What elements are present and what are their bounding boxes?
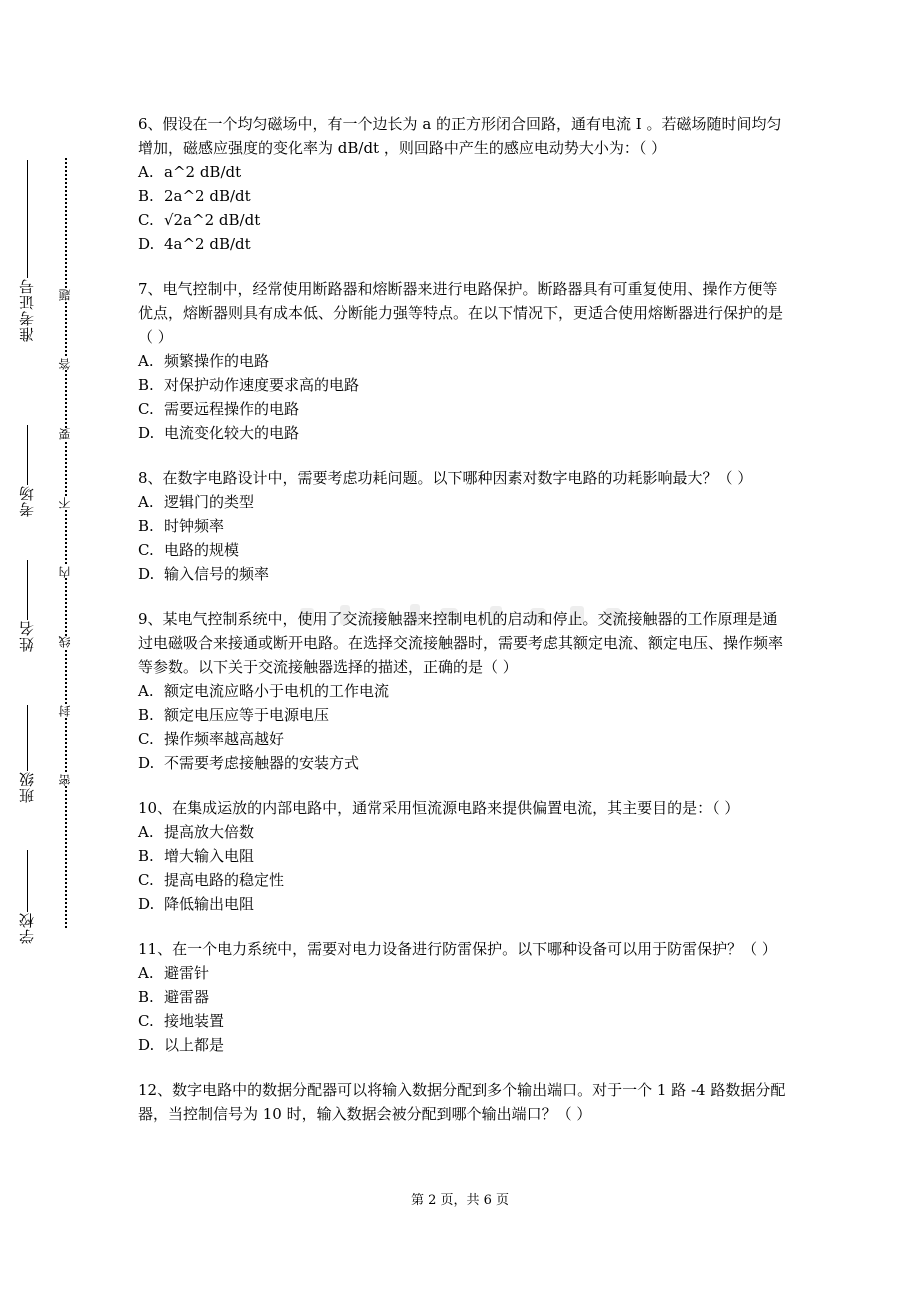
option-letter: A. bbox=[138, 352, 154, 370]
option-text: 避雷针 bbox=[164, 964, 210, 982]
option-a[interactable] bbox=[138, 160, 790, 184]
seal-dotted-line bbox=[65, 158, 67, 928]
option-d[interactable] bbox=[138, 1033, 790, 1057]
class-field[interactable] bbox=[19, 705, 35, 803]
option-a[interactable] bbox=[138, 490, 790, 514]
option-c[interactable] bbox=[138, 397, 790, 421]
option-text: 输入信号的频率 bbox=[164, 565, 270, 583]
seal-char: 线 bbox=[58, 636, 72, 648]
option-letter: C. bbox=[138, 211, 154, 229]
question-stem: 9、某电气控制系统中，使用了交流接触器来控制电机的启动和停止。交流接触器的工作原理是通过电磁吸合来接通或断开电路。在选择交流接触器时，需要考虑其额定电流、额定电压、操作频率等参数。以下关于交流接触器选择的描述，正确的是（ ） bbox=[138, 610, 784, 676]
option-letter: A. bbox=[138, 964, 154, 982]
option-text: 额定电流应略小于电机的工作电流 bbox=[164, 682, 390, 700]
question-stem: 11、在一个电力系统中，需要对电力设备进行防雷保护。以下哪种设备可以用于防雷保护？（ ） bbox=[138, 940, 777, 958]
question-list bbox=[138, 112, 790, 1147]
name-field[interactable] bbox=[19, 560, 35, 652]
exam-id-label: 准考证号 bbox=[18, 278, 36, 342]
option-letter: D. bbox=[138, 754, 155, 772]
option-a[interactable] bbox=[138, 820, 790, 844]
seal-char: 要 bbox=[58, 428, 72, 440]
option-letter: D. bbox=[138, 1036, 155, 1054]
option-text: 提高放大倍数 bbox=[164, 823, 255, 841]
exam-room-field[interactable] bbox=[19, 425, 35, 517]
option-c[interactable] bbox=[138, 868, 790, 892]
option-b[interactable] bbox=[138, 373, 790, 397]
option-text: 频繁操作的电路 bbox=[164, 352, 270, 370]
option-letter: C. bbox=[138, 730, 154, 748]
question-stem: 6、假设在一个均匀磁场中，有一个边长为 a 的正方形闭合回路，通有电流 I 。若磁场随时间均匀增加，磁感应强度的变化率为 dB/dt ，则回路中产生的感应电动势大小为：（ ） bbox=[138, 115, 782, 157]
option-letter: B. bbox=[138, 517, 154, 535]
question-12 bbox=[138, 1078, 790, 1126]
question-8 bbox=[138, 466, 790, 586]
option-text: 4a^2 dB/dt bbox=[164, 235, 251, 253]
question-stem: 12、数字电路中的数据分配器可以将输入数据分配到多个输出端口。对于一个 1 路 -4 路数据分配器，当控制信号为 10 时，输入数据会被分配到哪个输出端口？（ ） bbox=[138, 1081, 786, 1123]
option-text: 电流变化较大的电路 bbox=[164, 424, 300, 442]
option-letter: B. bbox=[138, 187, 154, 205]
option-letter: B. bbox=[138, 847, 154, 865]
option-letter: D. bbox=[138, 565, 155, 583]
option-text: 增大输入电阻 bbox=[164, 847, 255, 865]
option-d[interactable] bbox=[138, 232, 790, 256]
option-text: 接地装置 bbox=[164, 1012, 225, 1030]
option-letter: D. bbox=[138, 235, 155, 253]
option-text: a^2 dB/dt bbox=[164, 163, 242, 181]
seal-char: 不 bbox=[58, 497, 72, 509]
option-b[interactable] bbox=[138, 514, 790, 538]
option-text: 对保护动作速度要求高的电路 bbox=[164, 376, 360, 394]
question-9 bbox=[138, 607, 790, 775]
option-letter: C. bbox=[138, 871, 154, 889]
school-line bbox=[27, 850, 28, 912]
school-field[interactable] bbox=[19, 850, 35, 944]
option-c[interactable] bbox=[138, 538, 790, 562]
option-c[interactable] bbox=[138, 208, 790, 232]
option-text: 2a^2 dB/dt bbox=[164, 187, 251, 205]
question-stem: 7、电气控制中，经常使用断路器和熔断器来进行电路保护。断路器具有可重复使用、操作方便等优点，熔断器则具有成本低、分断能力强等特点。在以下情况下，更适合使用熔断器进行保护的是（ ） bbox=[138, 280, 784, 346]
option-letter: D. bbox=[138, 895, 155, 913]
exam-room-line bbox=[27, 425, 28, 485]
exam-room-label: 考场 bbox=[18, 485, 36, 517]
option-letter: D. bbox=[138, 424, 155, 442]
option-text: 以上都是 bbox=[164, 1036, 225, 1054]
question-7 bbox=[138, 277, 790, 445]
option-letter: A. bbox=[138, 823, 154, 841]
option-letter: C. bbox=[138, 400, 154, 418]
option-b[interactable] bbox=[138, 985, 790, 1009]
option-letter: C. bbox=[138, 1012, 154, 1030]
option-d[interactable] bbox=[138, 421, 790, 445]
seal-char: 内 bbox=[58, 566, 72, 578]
option-letter: A. bbox=[138, 493, 154, 511]
option-text: 避雷器 bbox=[164, 988, 210, 1006]
seal-char: 题 bbox=[58, 289, 72, 301]
seal-char: 封 bbox=[58, 705, 72, 717]
page-footer: 第 2 页，共 6 页 bbox=[410, 1193, 510, 1208]
seal-char: 答 bbox=[58, 358, 72, 370]
option-b[interactable] bbox=[138, 844, 790, 868]
binding-margin bbox=[0, 0, 80, 1302]
class-label: 班级 bbox=[18, 771, 36, 803]
option-letter: B. bbox=[138, 376, 154, 394]
question-stem: 8、在数字电路设计中，需要考虑功耗问题。以下哪种因素对数字电路的功耗影响最大？（ ） bbox=[138, 469, 753, 487]
option-c[interactable] bbox=[138, 1009, 790, 1033]
school-label: 学校 bbox=[18, 912, 36, 944]
name-line bbox=[27, 560, 28, 620]
option-a[interactable] bbox=[138, 679, 790, 703]
exam-id-line bbox=[27, 160, 28, 278]
option-text: 电路的规模 bbox=[164, 541, 240, 559]
option-text: 额定电压应等于电源电压 bbox=[164, 706, 330, 724]
option-text: 需要远程操作的电路 bbox=[164, 400, 300, 418]
seal-char: 密 bbox=[58, 774, 72, 786]
option-d[interactable] bbox=[138, 892, 790, 916]
option-b[interactable] bbox=[138, 703, 790, 727]
option-c[interactable] bbox=[138, 727, 790, 751]
option-letter: B. bbox=[138, 706, 154, 724]
option-letter: A. bbox=[138, 682, 154, 700]
question-stem: 10、在集成运放的内部电路中，通常采用恒流源电路来提供偏置电流，其主要目的是：（ ） bbox=[138, 799, 740, 817]
option-text: 时钟频率 bbox=[164, 517, 225, 535]
option-text: 逻辑门的类型 bbox=[164, 493, 255, 511]
option-b[interactable] bbox=[138, 184, 790, 208]
option-a[interactable] bbox=[138, 961, 790, 985]
option-letter: B. bbox=[138, 988, 154, 1006]
question-6 bbox=[138, 112, 790, 256]
option-a[interactable] bbox=[138, 349, 790, 373]
option-letter: A. bbox=[138, 163, 154, 181]
option-text: 提高电路的稳定性 bbox=[164, 871, 285, 889]
class-line bbox=[27, 705, 28, 771]
option-d[interactable] bbox=[138, 751, 790, 775]
option-text: √2a^2 dB/dt bbox=[164, 211, 261, 229]
option-letter: C. bbox=[138, 541, 154, 559]
option-text: 不需要考虑接触器的安装方式 bbox=[164, 754, 360, 772]
option-d[interactable] bbox=[138, 562, 790, 586]
question-10 bbox=[138, 796, 790, 916]
option-text: 降低输出电阻 bbox=[164, 895, 255, 913]
question-11 bbox=[138, 937, 790, 1057]
name-label: 姓名 bbox=[18, 620, 36, 652]
exam-id-field[interactable] bbox=[19, 160, 35, 342]
option-text: 操作频率越高越好 bbox=[164, 730, 285, 748]
